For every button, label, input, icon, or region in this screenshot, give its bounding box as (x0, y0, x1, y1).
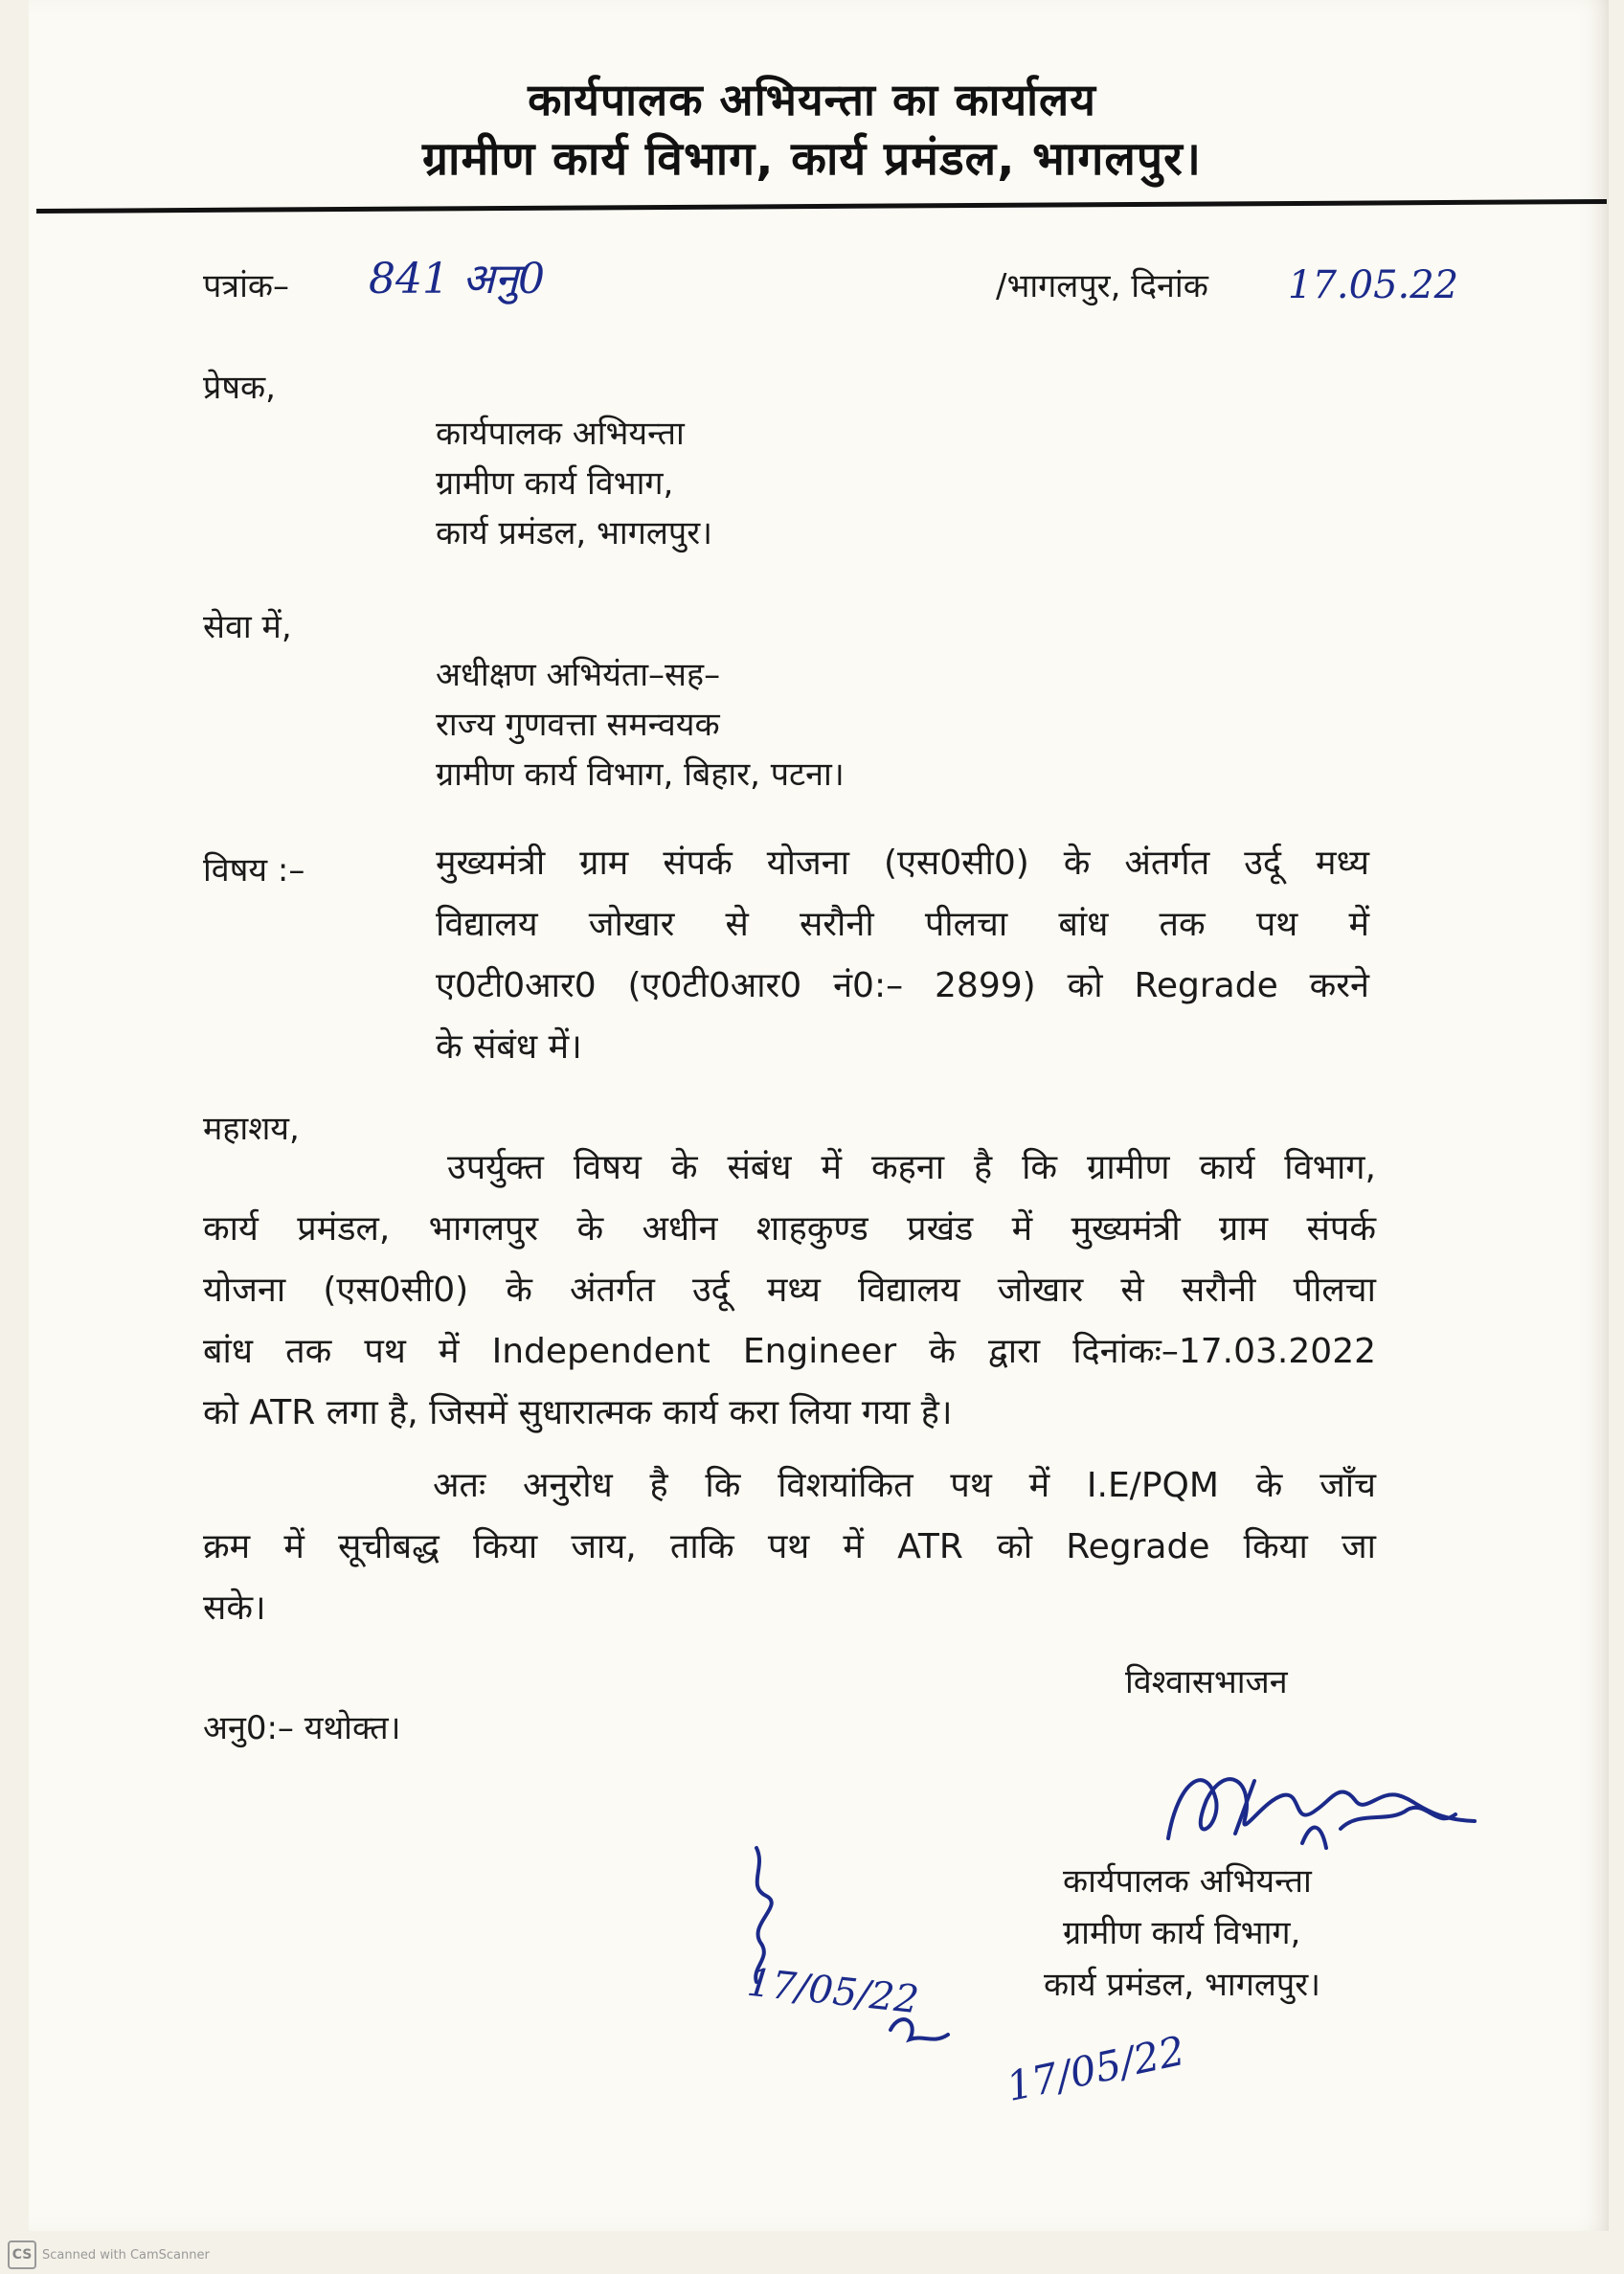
signature-engineer (1149, 1743, 1494, 1877)
initials-note: 17/05/22 (1002, 2026, 1189, 2111)
initials-scribble (728, 1838, 977, 2068)
dealing-note: 17/05/22 (745, 1960, 921, 2023)
place-date-label: /भागलपुर, दिनांक (996, 267, 1208, 305)
subject-text (436, 833, 1369, 1078)
office-title: कार्यपालक अभियन्ता का कार्यालय (528, 74, 1096, 125)
recipient-line-2: राज्य गुणवत्ता समन्वयक (436, 706, 720, 744)
sender-line-2: ग्रामीण कार्य विभाग, (436, 464, 674, 503)
office-address: ग्रामीण कार्य विभाग, कार्य प्रमंडल, भागलपुर। (421, 132, 1203, 186)
para1-line-5: को ATR लगा है, जिसमें सुधारात्मक कार्य करा लिया गया है। (203, 1393, 953, 1432)
para2-line-1: अतः अनुरोध है कि विशयांकित पथ में I.E/PQM के जाँच (433, 1466, 1376, 1505)
ref-number: 841 अनु0 (369, 255, 545, 304)
signatory-line-2: ग्रामीण कार्य विभाग, (1063, 1914, 1301, 1952)
para2-line-3: सके। (203, 1588, 266, 1628)
para1-line-1: उपर्युक्त विषय के संबंध में कहना है कि ग्रामीण कार्य विभाग, (447, 1148, 1376, 1187)
subject-line-1: मुख्यमंत्री ग्राम संपर्क योजना (एस0सी0) के अंतर्गत उर्दू मध्य (436, 844, 1369, 883)
salutation: महाशय, (203, 1110, 300, 1148)
para1-line-3: योजना (एस0सी0) के अंतर्गत उर्दू मध्य विद्यालय जोखार से सरौनी पीलचा (203, 1271, 1376, 1310)
sender-label: प्रेषक, (203, 369, 276, 407)
para1-line-2: कार्य प्रमंडल, भागलपुर के अधीन शाहकुण्ड प्रखंड में मुख्यमंत्री ग्राम संपर्क (203, 1209, 1376, 1249)
para1-line-4: बांध तक पथ में Independent Engineer के द्वारा दिनांकः–17.03.2022 (203, 1332, 1376, 1371)
sender-line-3: कार्य प्रमंडल, भागलपुर। (436, 514, 712, 552)
sender-line-1: कार्यपालक अभियन्ता (436, 415, 685, 453)
scanner-watermark: Scanned with CamScanner (42, 2248, 210, 2263)
signatory-line-3: कार्य प्रमंडल, भागलपुर। (1044, 1966, 1320, 2004)
body-paragraph-1 (203, 1137, 1376, 1444)
recipient-label: सेवा में, (203, 608, 292, 646)
date: 17.05.22 (1288, 263, 1459, 307)
recipient-line-1: अधीक्षण अभियंता–सह– (436, 656, 721, 694)
para2-line-2: क्रम में सूचीबद्ध किया जाय, ताकि पथ में ATR को Regrade किया जा (203, 1527, 1376, 1566)
ref-label: पत्रांक– (203, 267, 289, 305)
signatory-line-1: कार्यपालक अभियन्ता (1063, 1862, 1312, 1901)
valediction: विश्वासभाजन (1125, 1663, 1288, 1701)
subject-line-2: विद्यालय जोखार से सरौनी पीलचा बांध तक पथ में (436, 905, 1369, 944)
subject-line-3: ए0टी0आर0 (ए0टी0आर0 नं0:– 2899) को Regrade करने (436, 966, 1369, 1005)
camscanner-icon: CS (8, 2240, 36, 2269)
subject-line-4: के संबंध में। (436, 1027, 582, 1067)
body-paragraph-2 (203, 1455, 1376, 1639)
subject-label: विषय :– (203, 851, 305, 889)
enclosure: अनु0:– यथोक्त। (203, 1709, 401, 1747)
recipient-line-3: ग्रामीण कार्य विभाग, बिहार, पटना। (436, 755, 845, 794)
